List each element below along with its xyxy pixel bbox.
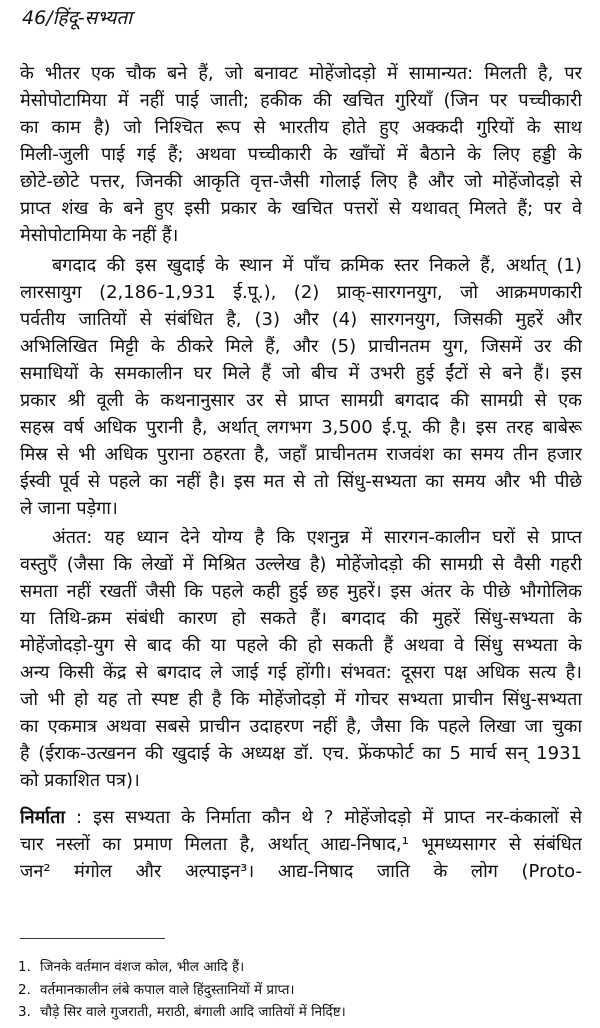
paragraph-line: वस्तुएँ (जैसा कि लेखों में मिश्रित उल्लेख है) मोहेंजोदड़ो की सामग्री से वैसी गहरी <box>20 554 582 575</box>
paragraph-line: अंतत: यह ध्यान देने योग्य है कि एशनुन्न में सारगन-कालीन घरों से प्राप्त <box>52 527 582 548</box>
footnote-text: चौड़े सिर वाले गुजराती, मराठी, बंगाली आदि जातियों में निर्दिष्ट। <box>40 1004 346 1020</box>
paragraph-line: प्रकार श्री वूली के कथनानुसार उर से प्राप्त सामग्री बगदाद की सामग्री से एक <box>20 390 582 411</box>
paragraph-line: समता नहीं रखतीं जैसी कि पहले कही हुई छह मुहरें। इस अंतर के पीछे भौगोलिक <box>20 581 582 602</box>
paragraph-line: प्राप्त शंख के बने हुए इसी प्रकार के खचित पत्तरों से यथावत् मिलते हैं; पर वे <box>20 198 582 219</box>
page-number: 46 <box>22 7 47 29</box>
paragraph-line: समाधियों के समकालीन घर मिले हैं जो बीच में उभरी हुई ईंटों से बने हैं। इस <box>20 363 582 384</box>
footnote-number: 3. <box>18 1004 31 1020</box>
paragraph-line: छोटे-छोटे पत्तर, जिनकी आकृति वृत्त-जैसी गोलाई लिए है और जो मोहेंजोदड़ो से <box>20 171 582 192</box>
paragraph-line: मेसोपोटामिया के नहीं हैं। <box>20 225 179 246</box>
paragraph-line: मेसोपोटामिया में नहीं पाई जाती; हकीक की खचित गुरियाँ (जिन पर पच्चीकारी <box>20 90 582 111</box>
paragraph-line: है (ईराक-उत्खनन की खुदाई के अध्यक्ष डॉ. एच. फ्रेंकफोर्ट का 5 मार्च सन् 1931 <box>20 743 582 764</box>
paragraph-line: या तिथि-क्रम संबंधी कारण हो सकते हैं। बगदाद की मुहरें सिंधु-सभ्यता के <box>20 608 582 629</box>
paragraph-line: लारसायुग (2,186-1,931 ई.पू.), (2) प्राक्-सारगनयुग, जो आक्रमणकारी <box>20 282 582 303</box>
footnote-text: वर्तमानकालीन लंबे कपाल वाले हिंदुस्तानियों में प्राप्त। <box>40 982 295 998</box>
paragraph-line: अन्य किसी केंद्र से बगदाद ले जाई गई होंगी। संभवत: दूसरा पक्ष अधिक सत्य है। <box>20 662 582 683</box>
running-header <box>22 4 132 30</box>
paragraph-line: मिस्र से भी अधिक पुराना ठहरता है, जहाँ प्राचीनतम राजवंश का समय तीन हजार <box>20 444 582 465</box>
paragraph-line: पर्वतीय जातियों से संबंधित है, (3) और (4) सारगनयुग, जिसकी मुहरें और <box>20 309 582 330</box>
footnote-number: 2. <box>18 982 31 998</box>
header-separator: / <box>46 7 53 29</box>
footnote <box>18 979 295 1001</box>
section-line <box>20 804 582 831</box>
paragraph-line: सहस्र वर्ष अधिक पुरानी है, अर्थात् लगभग 3,500 ई.पू. की है। इस तरह बाबेरू <box>20 417 582 438</box>
paragraph-line: मोहेंजोदड़ो-युग से बाद की या पहले की हो सकती हैं अथवा वे सिंधु सभ्यता के <box>20 635 582 656</box>
footnote <box>18 956 244 978</box>
paragraph-line: का काम है) जो निश्चित रूप से भारतीय होते हुए अक्कदी गुरियों के साथ <box>20 117 582 138</box>
paragraph-2 <box>20 252 582 522</box>
footnote-divider <box>20 938 165 939</box>
paragraph-line: मिली-जुली पाई गई हैं; अथवा पच्चीकारी के खाँचों में बैठाने के लिए हड्डी के <box>20 144 582 165</box>
paragraph-line: के भीतर एक चौक बने हैं, जो बनावट मोहेंजोदड़ो में सामान्यत: मिलती है, पर <box>20 63 582 84</box>
section-line: जन² मंगोल और अल्पाइन³। आद्य-निषाद जाति के लोग (Proto- <box>20 861 582 882</box>
paragraph-line: का एकमात्र अथवा सबसे प्राचीन उदाहरण नहीं है, जैसा कि पहले लिखा जा चुका <box>20 716 582 737</box>
section-line-text: : इस सभ्यता के निर्माता कौन थे ? मोहेंजोदड़ो में प्राप्त नर-कंकालों से <box>76 807 582 828</box>
paragraph-3 <box>20 524 582 794</box>
paragraph-line: बगदाद की इस खुदाई के स्थान में पाँच क्रमिक स्तर निकले हैं, अर्थात् (1) <box>52 255 582 276</box>
paragraph-line: ईस्वी पूर्व से पहले का नहीं है। इस मत से तो सिंधु-सभ्यता का समय और भी पीछे <box>20 471 582 492</box>
footnote <box>18 1001 346 1023</box>
footnote-number: 1. <box>18 959 31 975</box>
paragraph-line: को प्रकाशित पत्र)। <box>20 770 140 791</box>
section-nirmata <box>20 804 582 885</box>
footnote-text: जिनके वर्तमान वंशज कोल, भील आदि हैं। <box>40 959 245 975</box>
paragraph-line: अभिलिखित मिट्टी के ठीकरे मिले हैं, और (5) प्राचीनतम युग, जिसमें उर की <box>20 336 582 357</box>
section-heading: निर्माता <box>20 807 65 828</box>
running-title: हिंदू-सभ्यता <box>52 7 133 29</box>
paragraph-line: ले जाना पड़ेगा। <box>20 498 118 519</box>
paragraph-1 <box>20 60 582 249</box>
paragraph-line: जो भी हो यह तो स्पष्ट ही है कि मोहेंजोदड़ो में गोचर सभ्यता प्राचीन सिंधु-सभ्यता <box>20 689 582 710</box>
section-line: चार नस्लों का प्रमाण मिलता है, अर्थात् आद्य-निषाद,¹ भूमध्यसागर से संबंधित <box>20 834 582 855</box>
